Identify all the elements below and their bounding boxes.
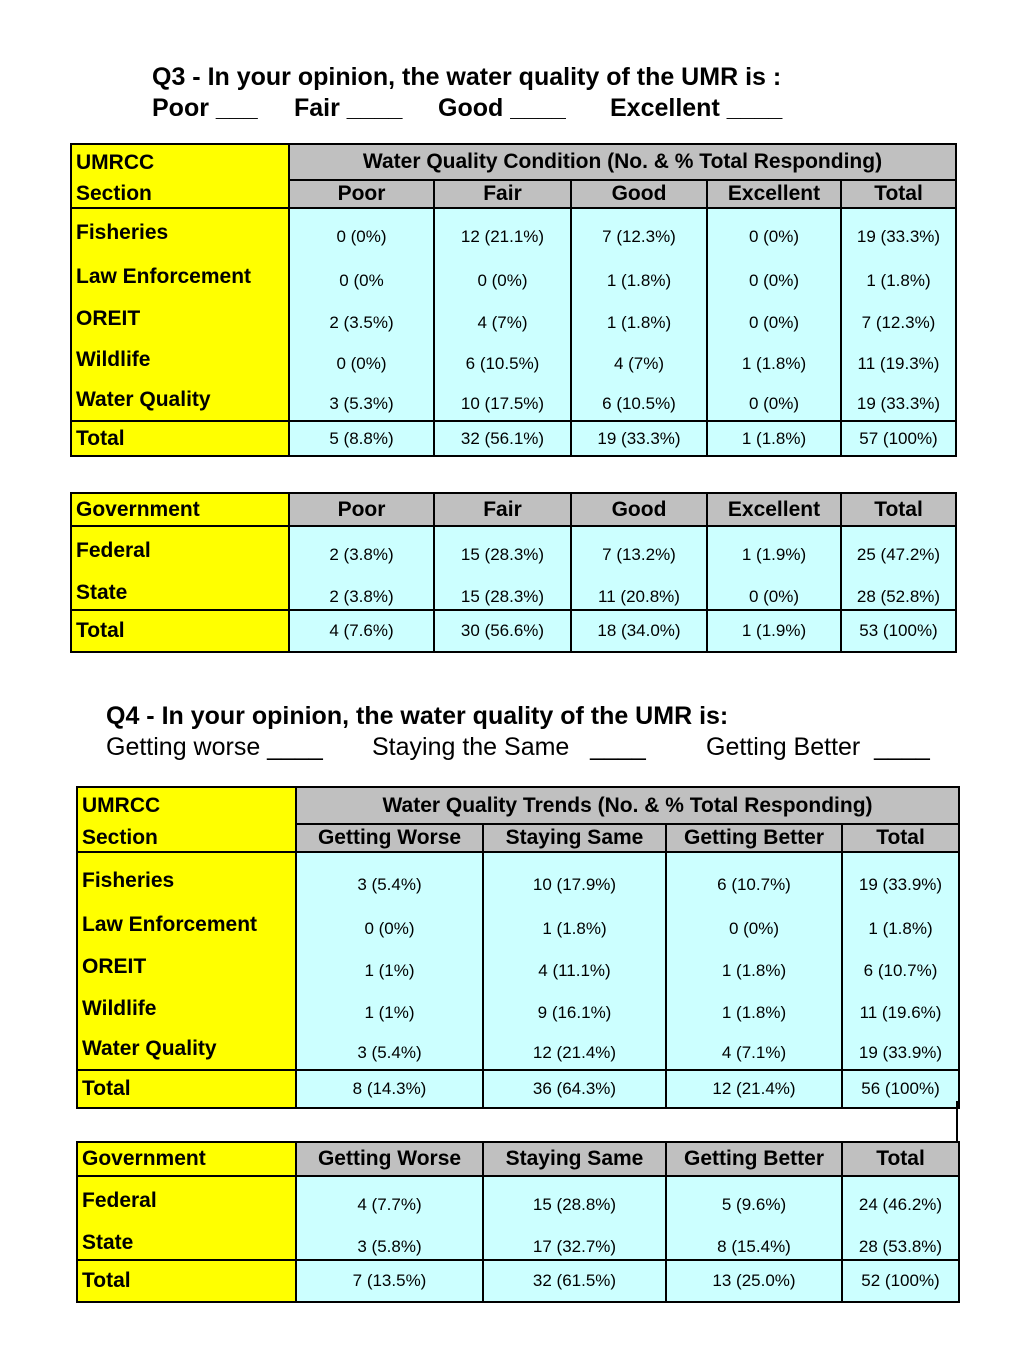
- cell: 28 (52.8%): [856, 587, 941, 606]
- cell: 4 (7%): [613, 354, 665, 373]
- cell: 6 (10.7%): [863, 961, 938, 980]
- q4-title: Q4 - In your opinion, the water quality of the UMR is:: [106, 702, 729, 730]
- cell: 53 (100%): [841, 610, 956, 652]
- cell: 9 (16.1%): [537, 1003, 612, 1022]
- cell: 18 (34.0%): [571, 610, 707, 652]
- cell: 17 (32.7%): [532, 1237, 617, 1256]
- row-label-wildlife: Wildlife: [82, 997, 157, 1020]
- cell: 1 (1.8%): [866, 271, 931, 290]
- col-total: Total: [842, 824, 959, 852]
- col-values-fair: [434, 208, 571, 421]
- table-header-row: [71, 180, 956, 208]
- row-label-fisheries: Fisheries: [82, 869, 175, 892]
- col-values-getting-worse: [296, 1176, 483, 1260]
- col-values-poor: [289, 526, 434, 610]
- cell: 7 (13.2%): [602, 545, 676, 564]
- q3-title: Q3 - In your opinion, the water quality of the UMR is :: [152, 63, 782, 91]
- row-label-wildlife: Wildlife: [76, 348, 151, 371]
- row-labels: [71, 208, 289, 421]
- cell: 15 (28.3%): [460, 587, 545, 606]
- cell: 11 (19.3%): [857, 354, 940, 373]
- table-header-row: [71, 493, 956, 526]
- row-label-total: Total: [77, 1070, 296, 1108]
- cell: 0 (0%): [748, 587, 800, 606]
- cell: 1 (1.8%): [721, 1003, 787, 1022]
- cell: 7 (13.5%): [296, 1260, 483, 1302]
- cell: 1 (1.8%): [606, 271, 672, 290]
- cell: 0 (0%): [748, 394, 800, 413]
- cell: 11 (20.8%): [598, 587, 680, 606]
- table-body: [71, 208, 956, 421]
- cell: 1 (1.8%): [721, 961, 787, 980]
- q3-option-excellent: Excellent ____: [610, 94, 783, 122]
- cell: 1 (1.9%): [741, 545, 807, 564]
- q4-option-worse: Getting worse ____: [106, 733, 323, 761]
- cell: 0 (0%): [364, 919, 415, 938]
- col-fair: Fair: [434, 493, 571, 526]
- cell: 4 (7%): [477, 313, 528, 332]
- table-total-row: [77, 1070, 959, 1108]
- cell: 0 (0%): [728, 919, 780, 938]
- table-total-row: [77, 1260, 959, 1302]
- cell: 0 (0%): [336, 227, 387, 246]
- cell: 10 (17.5%): [460, 394, 545, 413]
- col-excellent: Excellent: [707, 180, 841, 208]
- cell: 25 (47.2%): [856, 545, 941, 564]
- col-values-staying-same: [483, 1176, 666, 1260]
- table-header-row: [77, 787, 959, 824]
- col-total: Total: [841, 493, 956, 526]
- cell: 36 (64.3%): [483, 1070, 666, 1108]
- cell: 15 (28.3%): [460, 545, 545, 564]
- cell: 2 (3.8%): [329, 587, 394, 606]
- table-border-line: [956, 1101, 958, 1141]
- col-staying-same: Staying Same: [483, 1142, 666, 1176]
- cell: 3 (5.4%): [357, 1043, 422, 1062]
- row-label-law-enforcement: Law Enforcement: [82, 913, 258, 936]
- q3-section-table: [70, 143, 957, 457]
- q4-options: [106, 732, 930, 763]
- col-values-total: [841, 526, 956, 610]
- row-label-water-quality: Water Quality: [76, 388, 211, 411]
- cell: 32 (56.1%): [434, 421, 571, 456]
- cell: 4 (7.1%): [721, 1043, 787, 1062]
- table-body: [71, 526, 956, 610]
- col-getting-worse: Getting Worse: [296, 824, 483, 852]
- table-body: [77, 852, 959, 1070]
- cell: 30 (56.6%): [434, 610, 571, 652]
- cell: 19 (33.9%): [858, 1043, 943, 1062]
- cell: 3 (5.3%): [329, 394, 394, 413]
- cell: 8 (14.3%): [296, 1070, 483, 1108]
- cell: 4 (7.7%): [357, 1195, 422, 1214]
- q4-question: [106, 701, 930, 763]
- cell: 19 (33.3%): [571, 421, 707, 456]
- row-label-federal: Federal: [76, 539, 151, 562]
- header-government: Government: [71, 493, 289, 526]
- header-section: Section: [71, 180, 289, 208]
- table-body: [77, 1176, 959, 1260]
- cell: 12 (21.4%): [532, 1043, 617, 1062]
- header-group-condition: Water Quality Condition (No. & % Total Responding): [289, 144, 956, 180]
- row-label-total: Total: [77, 1260, 296, 1302]
- col-getting-worse: Getting Worse: [296, 1142, 483, 1176]
- col-values-excellent: [707, 208, 841, 421]
- header-section: Section: [77, 824, 296, 852]
- cell: 2 (3.8%): [329, 545, 394, 564]
- row-label-fisheries: Fisheries: [76, 221, 169, 244]
- cell: 12 (21.1%): [460, 227, 545, 246]
- col-values-getting-better: [666, 1176, 842, 1260]
- cell: 4 (11.1%): [538, 961, 611, 980]
- table-total-row: [71, 421, 956, 456]
- col-good: Good: [571, 493, 707, 526]
- cell: 11 (19.6%): [859, 1003, 942, 1022]
- col-getting-better: Getting Better: [666, 1142, 842, 1176]
- row-label-law-enforcement: Law Enforcement: [76, 265, 252, 288]
- cell: 2 (3.5%): [329, 313, 394, 332]
- row-labels: [77, 852, 296, 1070]
- col-values-staying-same: [483, 852, 666, 1070]
- col-total: Total: [841, 180, 956, 208]
- cell: 5 (8.8%): [289, 421, 434, 456]
- q3-option-good: Good ____: [438, 94, 566, 122]
- cell: 8 (15.4%): [717, 1237, 791, 1256]
- col-values-poor: [289, 208, 434, 421]
- q3-question: [152, 62, 782, 124]
- col-values-total: [842, 1176, 959, 1260]
- col-getting-better: Getting Better: [666, 824, 842, 852]
- cell: 6 (10.5%): [465, 354, 540, 373]
- cell: 0 (0%): [336, 354, 387, 373]
- row-labels: [71, 526, 289, 610]
- cell: 1 (1.8%): [868, 919, 933, 938]
- cell: 19 (33.9%): [858, 875, 943, 894]
- cell: 0 (0%): [748, 271, 800, 290]
- q3-government-table: [70, 492, 957, 653]
- q4-government-table: [76, 1141, 960, 1303]
- header-government: Government: [77, 1142, 296, 1176]
- col-good: Good: [571, 180, 707, 208]
- col-values-fair: [434, 526, 571, 610]
- cell: 3 (5.4%): [357, 875, 422, 894]
- col-values-getting-better: [666, 852, 842, 1070]
- col-values-good: [571, 208, 707, 421]
- header-group-trends: Water Quality Trends (No. & % Total Responding): [296, 787, 959, 824]
- cell: 56 (100%): [842, 1070, 959, 1108]
- col-poor: Poor: [289, 493, 434, 526]
- col-staying-same: Staying Same: [483, 824, 666, 852]
- col-poor: Poor: [289, 180, 434, 208]
- cell: 7 (12.3%): [602, 227, 676, 246]
- cell: 7 (12.3%): [861, 313, 936, 332]
- cell: 0 (0%): [477, 271, 528, 290]
- col-values-total: [842, 852, 959, 1070]
- cell: 5 (9.6%): [721, 1195, 787, 1214]
- cell: 24 (46.2%): [858, 1195, 943, 1214]
- cell: 6 (10.5%): [602, 394, 676, 413]
- cell: 0 (0%: [339, 271, 384, 290]
- row-label-total: Total: [71, 610, 289, 652]
- table-header-row: [77, 824, 959, 852]
- row-labels: [77, 1176, 296, 1260]
- row-label-water-quality: Water Quality: [82, 1037, 217, 1060]
- col-values-good: [571, 526, 707, 610]
- header-umrcc: UMRCC: [71, 144, 289, 180]
- cell: 1 (1.8%): [542, 919, 607, 938]
- cell: 1 (1.8%): [606, 313, 672, 332]
- col-total: Total: [842, 1142, 959, 1176]
- row-label-oreit: OREIT: [76, 307, 141, 330]
- cell: 3 (5.8%): [357, 1237, 422, 1256]
- cell: 4 (7.6%): [289, 610, 434, 652]
- cell: 0 (0%): [748, 313, 800, 332]
- cell: 57 (100%): [841, 421, 956, 456]
- cell: 1 (1%): [364, 961, 415, 980]
- q3-options: [152, 93, 782, 124]
- cell: 1 (1.9%): [707, 610, 841, 652]
- col-excellent: Excellent: [707, 493, 841, 526]
- cell: 32 (61.5%): [483, 1260, 666, 1302]
- cell: 1 (1%): [364, 1003, 415, 1022]
- col-values-getting-worse: [296, 852, 483, 1070]
- cell: 19 (33.3%): [856, 394, 941, 413]
- header-umrcc: UMRCC: [77, 787, 296, 824]
- cell: 1 (1.8%): [707, 421, 841, 456]
- row-label-federal: Federal: [82, 1189, 157, 1212]
- q4-option-same: Staying the Same ____: [372, 733, 646, 761]
- row-label-total: Total: [71, 421, 289, 456]
- col-values-total: [841, 208, 956, 421]
- table-header-row: [71, 144, 956, 180]
- table-header-row: [77, 1142, 959, 1176]
- cell: 52 (100%): [842, 1260, 959, 1302]
- row-label-oreit: OREIT: [82, 955, 147, 978]
- cell: 13 (25.0%): [666, 1260, 842, 1302]
- col-fair: Fair: [434, 180, 571, 208]
- q4-section-table: [76, 786, 960, 1109]
- q3-option-fair: Fair ____: [294, 94, 403, 122]
- row-label-state: State: [82, 1231, 134, 1254]
- cell: 10 (17.9%): [532, 875, 617, 894]
- row-label-state: State: [76, 581, 128, 604]
- cell: 6 (10.7%): [717, 875, 791, 894]
- col-values-excellent: [707, 526, 841, 610]
- table-total-row: [71, 610, 956, 652]
- cell: 15 (28.8%): [532, 1195, 617, 1214]
- cell: 19 (33.3%): [856, 227, 941, 246]
- cell: 12 (21.4%): [666, 1070, 842, 1108]
- cell: 1 (1.8%): [741, 354, 807, 373]
- cell: 28 (53.8%): [858, 1237, 943, 1256]
- q3-option-poor: Poor ___: [152, 94, 258, 122]
- q4-option-better: Getting Better ____: [706, 733, 930, 761]
- cell: 0 (0%): [748, 227, 800, 246]
